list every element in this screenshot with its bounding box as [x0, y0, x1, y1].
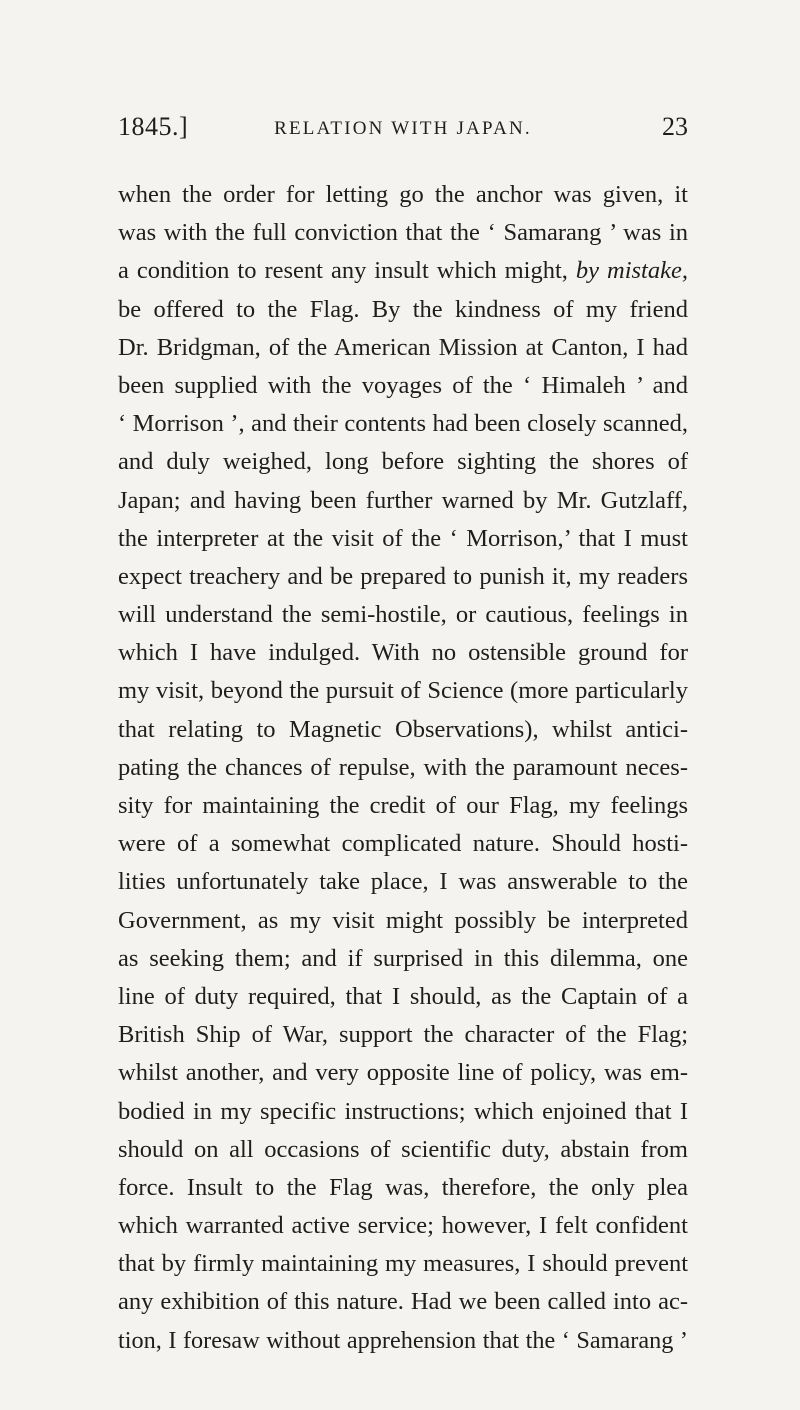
text-segment: a condition to resent any insult which might,: [118, 257, 576, 285]
text-line: [118, 252, 688, 290]
text-line: that relating to Magnetic Observations), whilst antici-: [118, 715, 688, 743]
text-line: bodied in my specific instructions; which enjoined that I: [118, 1097, 688, 1125]
text-line: my visit, beyond the pursuit of Science (more particularly: [118, 677, 688, 705]
text-line: should on all occasions of scientific duty, abstain from: [118, 1135, 688, 1163]
text-line: tion, I foresaw without apprehension that the ‘ Samarang ’: [118, 1326, 688, 1354]
text-line: ‘ Morrison ’, and their contents had been closely scanned,: [118, 410, 688, 438]
text-line: which I have indulged. With no ostensible ground for: [118, 639, 688, 667]
text-line: as seeking them; and if surprised in this dilemma, one: [118, 944, 688, 972]
text-line: Japan; and having been further warned by Mr. Gutzlaff,: [118, 486, 688, 514]
italic-phrase: by mistake,: [575, 257, 688, 285]
text-line: was with the full conviction that the ‘ Samarang ’ was in: [118, 219, 688, 247]
text-line: Dr. Bridgman, of the American Mission at Canton, I had: [118, 333, 688, 361]
page-number: 23: [662, 112, 688, 141]
text-line: the interpreter at the visit of the ‘ Morrison,’ that I must: [118, 524, 688, 552]
text-line: and duly weighed, long before sighting the shores of: [118, 448, 688, 476]
text-line: sity for maintaining the credit of our Flag, my feelings: [118, 792, 688, 819]
text-line: whilst another, and very opposite line of policy, was em-: [118, 1059, 688, 1087]
chapter-title: RELATION WITH JAPAN.: [274, 118, 532, 139]
text-line: will understand the semi-hostile, or cautious, feelings in: [118, 601, 688, 629]
text-line: lities unfortunately take place, I was answerable to the: [118, 868, 688, 896]
text-line: British Ship of War, support the character of the Flag;: [118, 1021, 688, 1049]
text-line: been supplied with the voyages of the ‘ Himaleh ’ and: [118, 371, 688, 399]
body-text: [118, 176, 688, 1360]
text-line: be offered to the Flag. By the kindness of my friend: [118, 295, 688, 323]
text-line: which warranted active service; however, I felt confident: [118, 1212, 688, 1240]
text-line: expect treachery and be prepared to punish it, my readers: [118, 562, 688, 590]
text-line: were of a somewhat complicated nature. Should hosti-: [118, 830, 688, 858]
year-marker: 1845.]: [118, 112, 189, 141]
text-line: pating the chances of repulse, with the paramount neces-: [118, 753, 688, 781]
text-line: that by firmly maintaining my measures, I should prevent: [118, 1250, 688, 1278]
text-line: line of duty required, that I should, as the Captain of a: [118, 982, 688, 1010]
text-line: force. Insult to the Flag was, therefore, the only plea: [118, 1173, 688, 1201]
running-head: [118, 112, 688, 152]
text-line: when the order for letting go the anchor was given, it: [118, 181, 688, 208]
text-line: Government, as my visit might possibly be interpreted: [118, 906, 688, 934]
text-line: any exhibition of this nature. Had we been called into ac-: [118, 1288, 688, 1316]
